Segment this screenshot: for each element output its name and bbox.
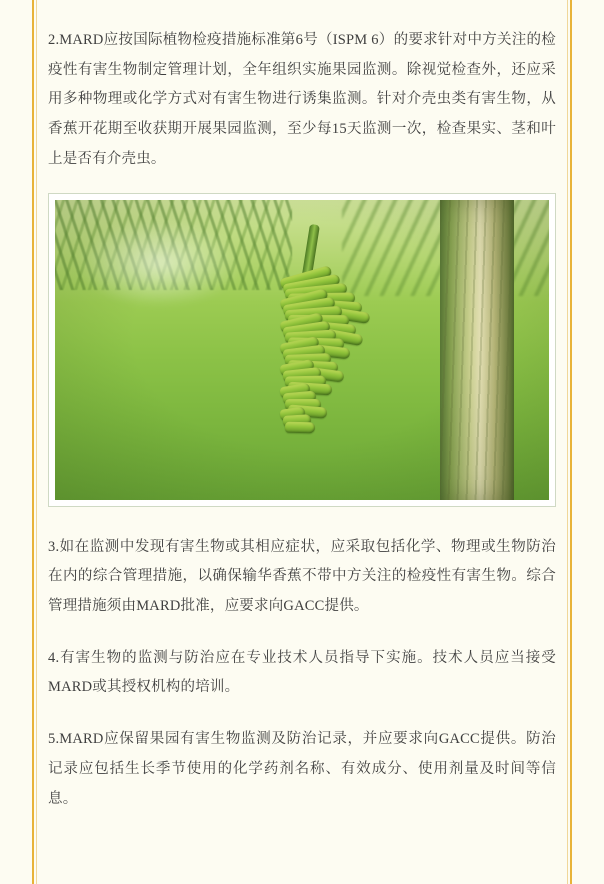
left-border-rule [32, 0, 34, 884]
paragraph-3: 3.如在监测中发现有害生物或其相应症状，应采取包括化学、物理或生物防治在内的综合管理措施，以确保输华香蕉不带中方关注的检疫性有害生物。综合管理措施须由MARD批准，应要求向GACC提供。 [48, 538, 556, 615]
banana-orchard-figure [48, 193, 556, 507]
paragraph-2: 2.MARD应按国际植物检疫措施标准第6号（ISPM 6）的要求针对中方关注的检疫性有害生物制定管理计划，全年组织实施果园监测。除视觉检查外，还应采用多种物理或化学方式对有害生物进行诱集监测。针对介壳虫类有害生物，从香蕉开花期至收获期开展果园监测，至少每15天监测一次，检查果实、茎和叶上是否有介壳虫。 [48, 32, 556, 167]
photo-vignette [55, 200, 549, 500]
paragraph-4: 4.有害生物的监测与防治应在专业技术人员指导下实施。技术人员应当接受MARD或其授权机构的培训。 [48, 649, 556, 696]
banana-orchard-photo [55, 200, 549, 500]
right-border-rule [570, 0, 572, 884]
document-content [48, 0, 556, 884]
paragraph-5: 5.MARD应保留果园有害生物监测及防治记录，并应要求向GACC提供。防治记录应包括生长季节使用的化学药剂名称、有效成分、使用剂量及时间等信息。 [48, 731, 556, 807]
